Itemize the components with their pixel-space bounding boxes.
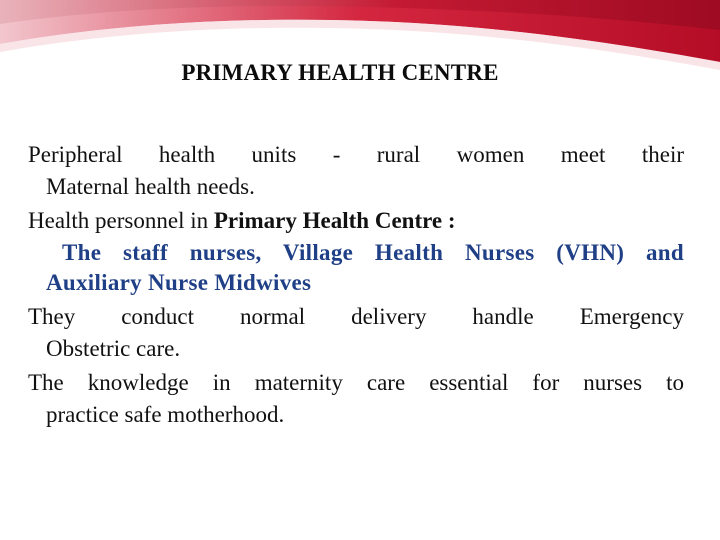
slide-title: PRIMARY HEALTH CENTRE — [181, 60, 499, 85]
bullet-point-3-text: They conduct normal delivery handle Emergency — [28, 304, 684, 329]
bullet-point-4-text: The knowledge in maternity care essential for nurses to — [28, 370, 684, 395]
red-wave-decoration — [0, 0, 720, 110]
bullet-point-1-text: Peripheral health units - rural women meet their — [28, 142, 684, 167]
bullet-point-1 — [28, 140, 684, 172]
bullet-point-1-cont: Maternal health needs. — [46, 174, 255, 199]
bullet-point-3 — [28, 302, 684, 334]
bullet-point-4 — [28, 368, 684, 400]
bullet-point-2 — [28, 206, 684, 238]
bullet-point-2-prefix: Health personnel in — [28, 208, 214, 233]
bullet-point-4-cont: practice safe motherhood. — [46, 402, 285, 427]
header-banner — [0, 0, 720, 110]
staff-list-line-2: Auxiliary Nurse Midwives — [46, 270, 312, 295]
slide-body — [28, 140, 684, 430]
bullet-point-3-cont: Obstetric care. — [46, 336, 181, 361]
staff-list-line-1: The staff nurses, Village Health Nurses (VHN) and — [62, 240, 684, 265]
bullet-point-2-emphasis: Primary Health Centre : — [213, 208, 456, 233]
